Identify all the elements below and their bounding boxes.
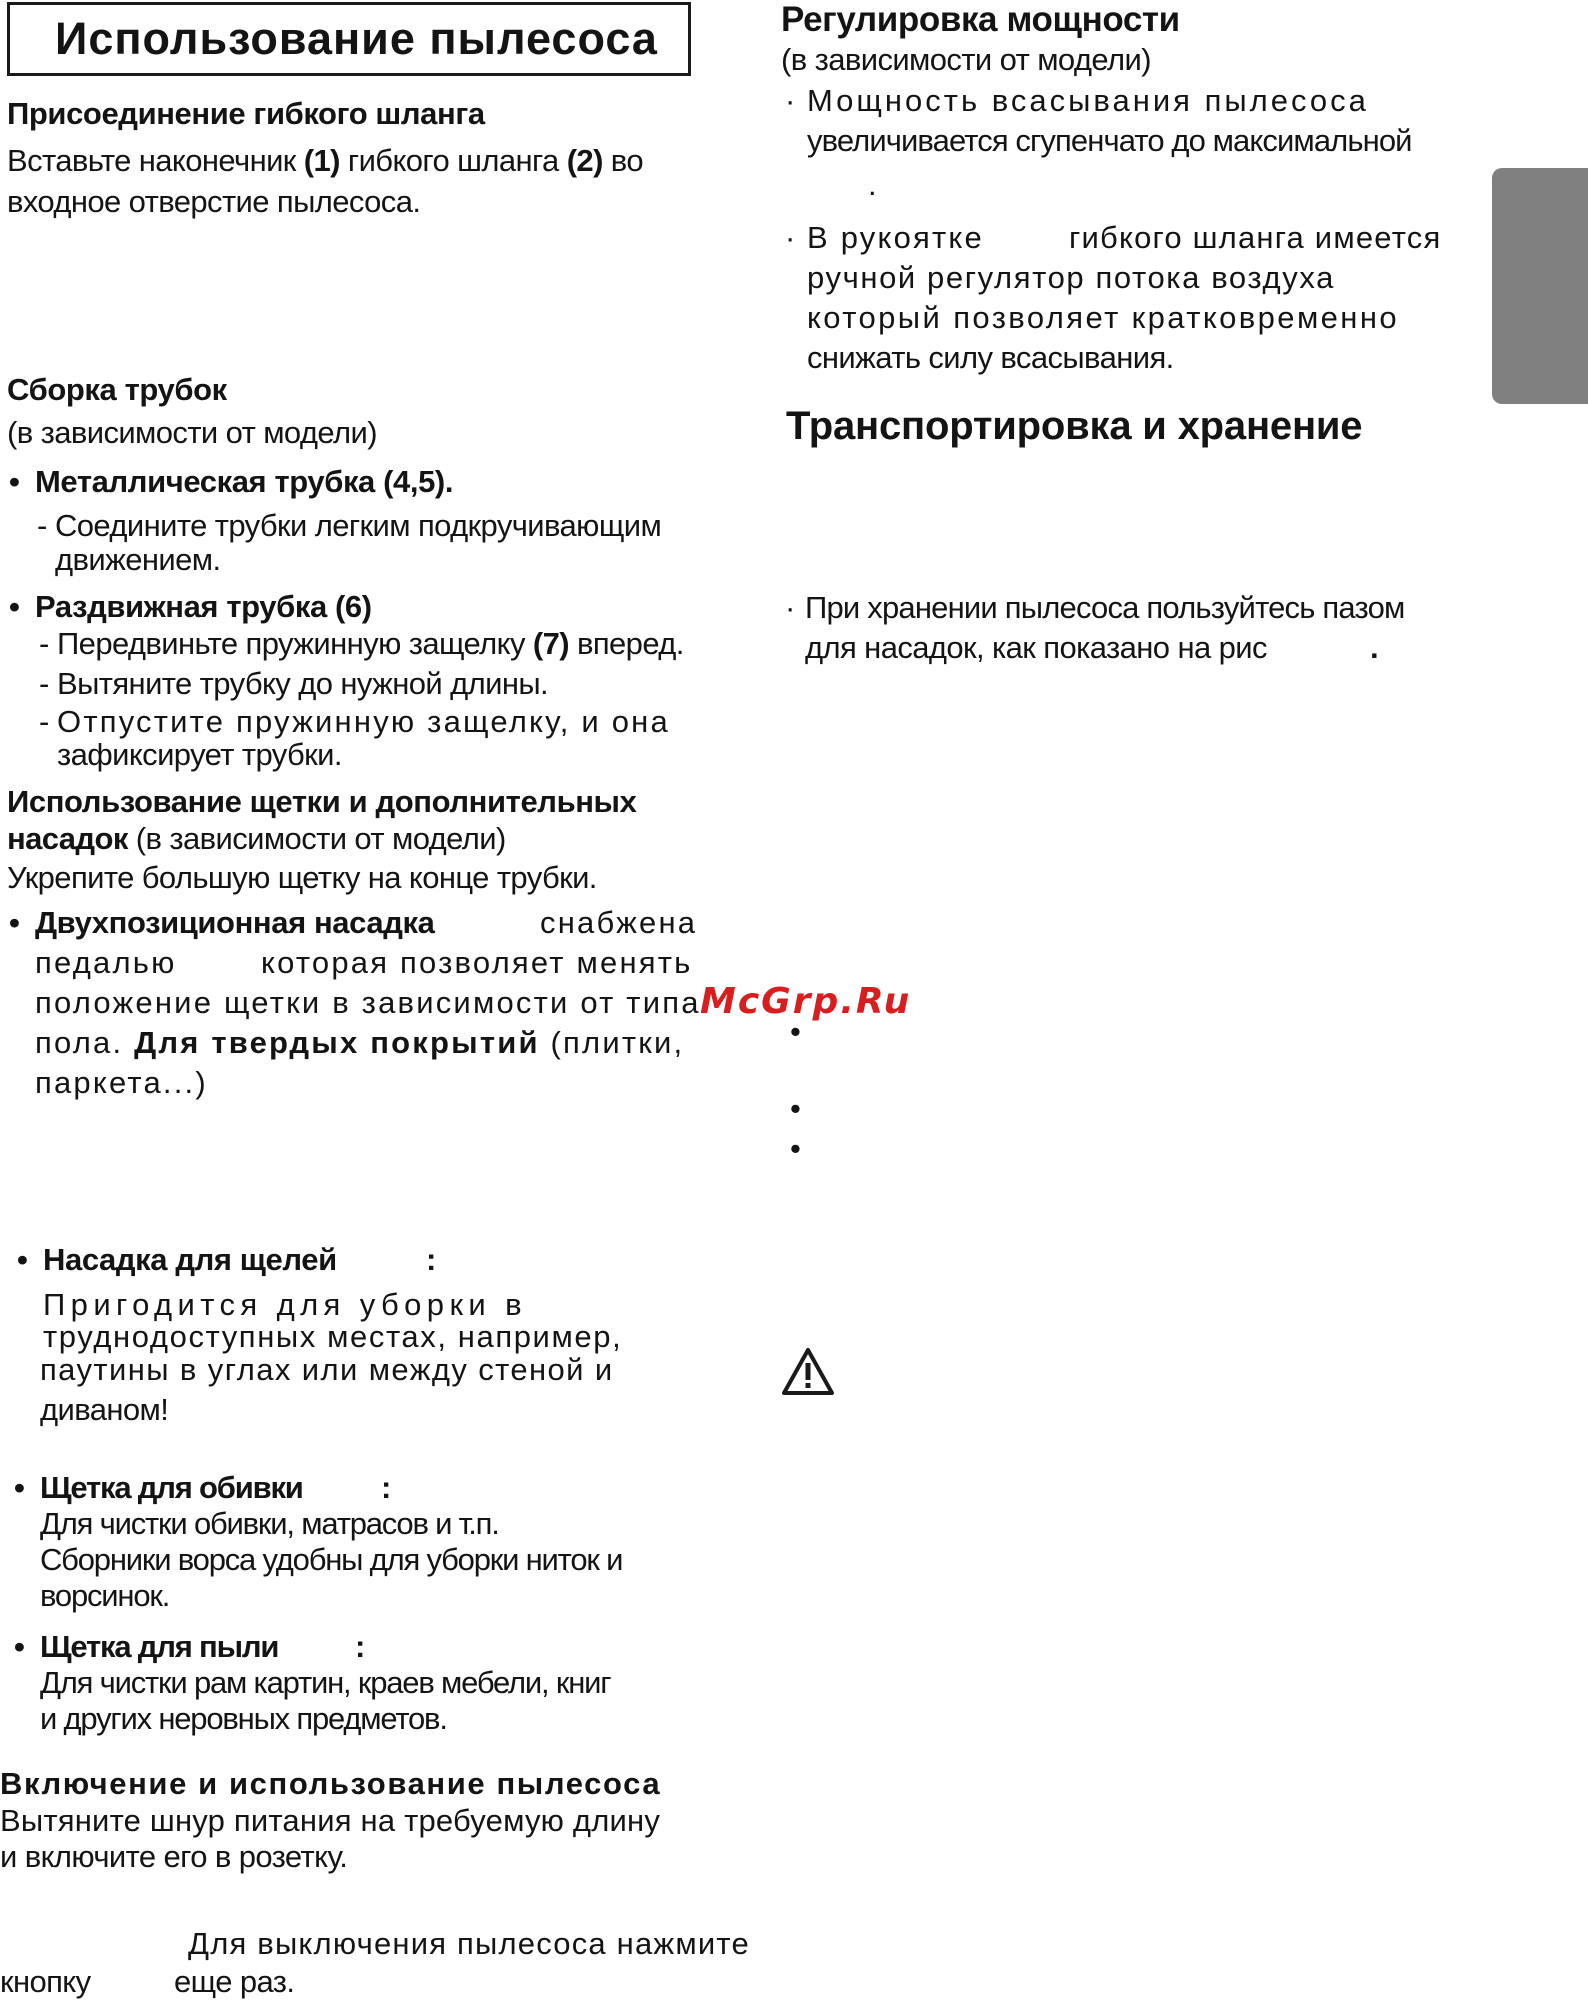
telescopic-tube-title: Раздвижная трубка (6) [35, 589, 372, 624]
telescopic-line-1: Передвиньте пружинную защелку (7) вперед. [57, 626, 684, 661]
dust-brush-colon: : [355, 1629, 365, 1664]
upholstery-line-3: ворсинок. [40, 1578, 170, 1613]
upholstery-brush-colon: : [381, 1470, 391, 1505]
power-off-line-1: Для выключения пылесоса нажмите [188, 1926, 750, 1961]
hose-text-line-1: Вставьте наконечник (1) гибкого шланга (2) во [7, 143, 643, 178]
power-b1-line-2: увеличивается сгупенчато до максимальной [807, 123, 1412, 158]
dash-icon: - [39, 704, 52, 739]
crevice-line-1: Пригодится для уборки в [43, 1287, 527, 1322]
bullet-small-icon: • [790, 1014, 801, 1049]
bullet-small-icon: · [785, 83, 798, 118]
bullet-icon: • [9, 464, 20, 499]
power-on-line-2: и включите его в розетку. [0, 1839, 348, 1874]
dust-line-2: и других неровных предметов. [40, 1701, 447, 1736]
page-title: Использование пылесоса [55, 13, 658, 64]
watermark: McGrp.Ru [700, 981, 912, 1022]
bullet-small-icon: · [785, 590, 798, 625]
power-b1-line-3: . [868, 167, 877, 202]
power-on-heading: Включение и использование пылесоса [0, 1766, 662, 1801]
dual-nozzle-line-1: снабжена [540, 905, 698, 940]
bullet-icon: • [9, 589, 20, 624]
dash-icon: - [37, 508, 47, 543]
dual-nozzle-line-2b: которая позволяет менять [261, 945, 693, 980]
dual-nozzle-line-5: паркета...) [35, 1065, 208, 1100]
bullet-icon: • [14, 1470, 25, 1505]
crevice-line-2: труднодоступных местах, например, [43, 1319, 623, 1354]
dash-icon: - [39, 626, 49, 661]
power-b2-line-1b: гибкого шланга имеется [1069, 220, 1442, 255]
power-regulation-subtitle: (в зависимости от модели) [781, 42, 1151, 77]
brush-heading-line-2: насадок (в зависимости от модели) [7, 821, 506, 856]
dual-nozzle-line-3: положение щетки в зависимости от типа [35, 985, 701, 1020]
bullet-icon: • [14, 1629, 25, 1664]
tubes-heading: Сборка трубок [7, 372, 227, 407]
power-regulation-heading: Регулировка мощности [781, 0, 1180, 39]
dash-icon: - [39, 666, 49, 701]
dual-nozzle-line-2a: педалью [35, 945, 177, 980]
upholstery-line-2: Сборники ворса удобны для уборки ниток и [40, 1542, 623, 1577]
bullet-small-icon: · [785, 220, 798, 255]
crevice-line-3: паутины в углах или между стеной и [40, 1352, 614, 1387]
page-title-box [7, 2, 691, 76]
dust-line-1: Для чистки рам картин, краев мебели, книг [40, 1665, 611, 1700]
crevice-tool-title: Насадка для щелей [43, 1242, 337, 1277]
hose-text-line-2: входное отверстие пылесоса. [7, 184, 421, 219]
upholstery-brush-title: Щетка для обивки [40, 1470, 303, 1505]
bullet-icon: • [17, 1242, 28, 1277]
section-side-tab [1492, 168, 1588, 404]
metal-tube-title: Металлическая трубка (4,5). [35, 464, 454, 499]
warning-triangle-icon [780, 1346, 836, 1398]
crevice-line-4: диваном! [40, 1392, 169, 1427]
brush-heading-line-1: Использование щетки и дополнительных [7, 784, 637, 819]
hose-heading: Присоединение гибкого шланга [7, 96, 485, 131]
power-off-line-2b: еще раз. [174, 1964, 295, 1999]
power-b2-line-1a: В рукоятке [807, 220, 984, 255]
dual-nozzle-title: Двухпозиционная насадка [35, 905, 435, 940]
transport-heading: Транспортировка и хранение [786, 404, 1363, 448]
metal-tube-line-1: Соедините трубки легким подкручивающим [55, 508, 662, 543]
brush-text-line-1: Укрепите большую щетку на конце трубки. [7, 860, 597, 895]
power-b1-line-1: Мощность всасывания пылесоса [807, 83, 1369, 118]
power-on-line-1: Вытяните шнур питания на требуемую длину [0, 1803, 661, 1838]
crevice-tool-colon: : [426, 1242, 436, 1277]
transport-b1-line-2-end: . [1370, 630, 1379, 665]
power-b2-line-4: снижать силу всасывания. [807, 340, 1174, 375]
tubes-subtitle: (в зависимости от модели) [7, 415, 377, 450]
telescopic-line-3: Отпустите пружинную защелку, и она [57, 704, 670, 739]
telescopic-line-4: зафиксирует трубки. [57, 737, 342, 772]
dust-brush-title: Щетка для пыли [40, 1629, 279, 1664]
transport-b1-line-2: для насадок, как показано на рис [805, 630, 1267, 665]
bullet-small-icon: • [790, 1091, 801, 1126]
power-b2-line-2: ручной регулятор потока воздуха [807, 260, 1335, 295]
transport-b1-line-1: При хранении пылесоса пользуйтесь пазом [805, 590, 1405, 625]
upholstery-line-1: Для чистки обивки, матрасов и т.п. [40, 1506, 499, 1541]
bullet-small-icon: • [790, 1131, 801, 1166]
dual-nozzle-line-4: пола. Для твердых покрытий (плитки, [35, 1025, 685, 1060]
bullet-icon: • [9, 905, 20, 940]
power-off-line-2a: кнопку [0, 1964, 91, 1999]
metal-tube-line-2: движением. [55, 542, 221, 577]
telescopic-line-2: Вытяните трубку до нужной длины. [57, 666, 549, 701]
power-b2-line-3: который позволяет кратковременно [807, 300, 1399, 335]
